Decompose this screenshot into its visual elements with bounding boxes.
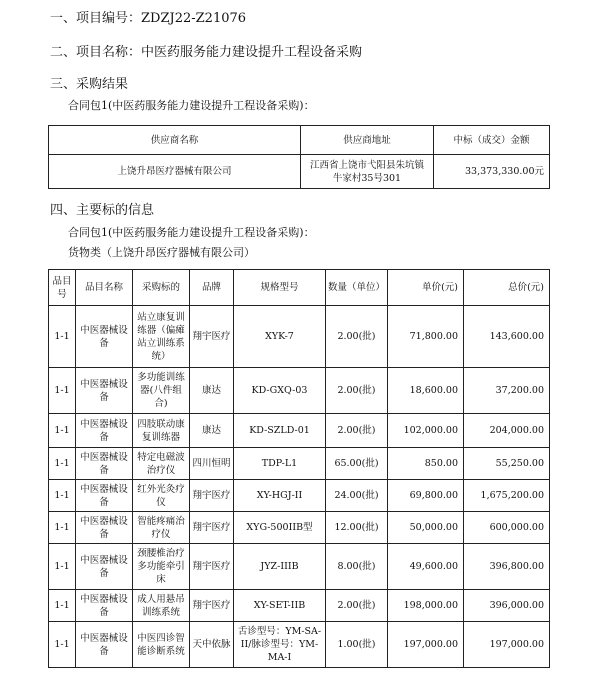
cell-brand: 翔宇医疗	[190, 512, 234, 544]
header-model: 规格型号	[234, 270, 326, 306]
cell-item-no: 1-1	[49, 414, 76, 448]
section-procurement-result: 三、采购结果	[50, 77, 129, 92]
supplier-table	[48, 125, 550, 189]
cell-brand: 四川恒明	[190, 448, 234, 480]
cell-total-price: 1,675,200.00	[464, 480, 550, 512]
cell-total-price: 204,000.00	[464, 414, 550, 448]
cell-quantity: 2.00(批)	[326, 590, 388, 622]
cell-total-price: 37,200.00	[464, 368, 550, 414]
header-item-category: 品目名称	[76, 270, 133, 306]
project-number: 一、项目编号：ZDZJ22-Z21076	[50, 11, 247, 26]
cell-total-price: 143,600.00	[464, 306, 550, 368]
cell-unit-price: 49,600.00	[388, 544, 464, 590]
cell-quantity: 2.00(批)	[326, 414, 388, 448]
cell-unit-price: 71,800.00	[388, 306, 464, 368]
cell-model: XY-SET-IIB	[234, 590, 326, 622]
goods-table	[48, 269, 550, 668]
cell-total-price: 396,800.00	[464, 544, 550, 590]
cell-model: KD-SZLD-01	[234, 414, 326, 448]
contract-package-label: 合同包1(中医药服务能力建设提升工程设备采购)：	[68, 99, 315, 112]
cell-quantity: 65.00(批)	[326, 448, 388, 480]
table-row	[49, 448, 550, 480]
cell-unit-price: 50,000.00	[388, 512, 464, 544]
table-row	[49, 306, 550, 368]
cell-item-subject: 颈腰椎治疗多功能牵引床	[133, 544, 190, 590]
cell-item-no: 1-1	[49, 512, 76, 544]
section-main-items: 四、主要标的信息	[50, 203, 155, 218]
cell-item-no: 1-1	[49, 306, 76, 368]
header-item-subject: 采购标的	[133, 270, 190, 306]
table-row	[49, 544, 550, 590]
header-supplier-name: 供应商名称	[49, 126, 301, 155]
cell-brand: 翔宇医疗	[190, 480, 234, 512]
cell-brand: 康达	[190, 414, 234, 448]
contract-package-label-2: 合同包1(中医药服务能力建设提升工程设备采购)：	[68, 226, 315, 239]
cell-total-price: 197,000.00	[464, 622, 550, 668]
cell-item-no: 1-1	[49, 368, 76, 414]
cell-brand: 翔宇医疗	[190, 544, 234, 590]
bid-amount: 33,373,330.00元	[434, 155, 550, 189]
cell-quantity: 2.00(批)	[326, 368, 388, 414]
cell-item-subject: 中医四诊智能诊断系统	[133, 622, 190, 668]
cell-item-category: 中医器械设备	[76, 448, 133, 480]
cell-model: XY-HGJ-II	[234, 480, 326, 512]
cell-item-subject: 红外光灸疗仪	[133, 480, 190, 512]
header-supplier-address: 供应商地址	[301, 126, 434, 155]
header-quantity: 数量（单位）	[326, 270, 388, 306]
supplier-address: 江西省上饶市弋阳县朱坑镇牛家村35号301	[301, 155, 434, 189]
cell-unit-price: 197,000.00	[388, 622, 464, 668]
table-row	[49, 414, 550, 448]
cell-total-price: 55,250.00	[464, 448, 550, 480]
cell-item-subject: 多功能训练器(八件组合)	[133, 368, 190, 414]
cell-total-price: 396,000.00	[464, 590, 550, 622]
cell-item-subject: 智能疼痛治疗仪	[133, 512, 190, 544]
cell-item-category: 中医器械设备	[76, 368, 133, 414]
cell-quantity: 12.00(批)	[326, 512, 388, 544]
header-unit-price: 单价(元)	[388, 270, 464, 306]
cell-item-no: 1-1	[49, 448, 76, 480]
cell-unit-price: 198,000.00	[388, 590, 464, 622]
table-row	[49, 512, 550, 544]
table-row	[49, 622, 550, 668]
cell-brand: 康达	[190, 368, 234, 414]
header-brand: 品牌	[190, 270, 234, 306]
cell-item-subject: 站立康复训练器（偏瘫站立训练系统）	[133, 306, 190, 368]
cell-model: KD-GXQ-03	[234, 368, 326, 414]
cell-brand: 翔宇医疗	[190, 590, 234, 622]
cell-item-subject: 特定电磁波治疗仪	[133, 448, 190, 480]
cell-quantity: 2.00(批)	[326, 306, 388, 368]
cell-item-category: 中医器械设备	[76, 590, 133, 622]
cell-item-no: 1-1	[49, 544, 76, 590]
cell-model: JYZ-IIIB	[234, 544, 326, 590]
cell-unit-price: 850.00	[388, 448, 464, 480]
header-item-no: 品目号	[49, 270, 76, 306]
table-row	[49, 590, 550, 622]
cell-unit-price: 18,600.00	[388, 368, 464, 414]
cell-item-category: 中医器械设备	[76, 512, 133, 544]
cell-item-category: 中医器械设备	[76, 480, 133, 512]
cell-item-no: 1-1	[49, 480, 76, 512]
supplier-name: 上饶升昂医疗器械有限公司	[49, 155, 301, 189]
cell-model: TDP-L1	[234, 448, 326, 480]
goods-category-label: 货物类（上饶升昂医疗器械有限公司）	[68, 246, 255, 259]
cell-model: XYG-500IIB型	[234, 512, 326, 544]
cell-item-category: 中医器械设备	[76, 622, 133, 668]
cell-quantity: 8.00(批)	[326, 544, 388, 590]
cell-item-no: 1-1	[49, 622, 76, 668]
table-row	[49, 368, 550, 414]
cell-brand: 天中依脉	[190, 622, 234, 668]
header-total-price: 总价(元)	[464, 270, 550, 306]
cell-item-subject: 成人用悬吊训练系统	[133, 590, 190, 622]
cell-total-price: 600,000.00	[464, 512, 550, 544]
cell-unit-price: 102,000.00	[388, 414, 464, 448]
cell-brand: 翔宇医疗	[190, 306, 234, 368]
cell-unit-price: 69,800.00	[388, 480, 464, 512]
cell-item-category: 中医器械设备	[76, 306, 133, 368]
cell-item-subject: 四肢联动康复训练器	[133, 414, 190, 448]
project-name: 二、项目名称：中医药服务能力建设提升工程设备采购	[50, 45, 363, 60]
cell-model: 舌诊型号：YM-SA-II/脉诊型号：YM-MA-I	[234, 622, 326, 668]
cell-quantity: 1.00(批)	[326, 622, 388, 668]
cell-item-category: 中医器械设备	[76, 414, 133, 448]
cell-item-no: 1-1	[49, 590, 76, 622]
cell-quantity: 24.00(批)	[326, 480, 388, 512]
table-row	[49, 480, 550, 512]
cell-model: XYK-7	[234, 306, 326, 368]
header-bid-amount: 中标（成交）金额	[434, 126, 550, 155]
cell-item-category: 中医器械设备	[76, 544, 133, 590]
